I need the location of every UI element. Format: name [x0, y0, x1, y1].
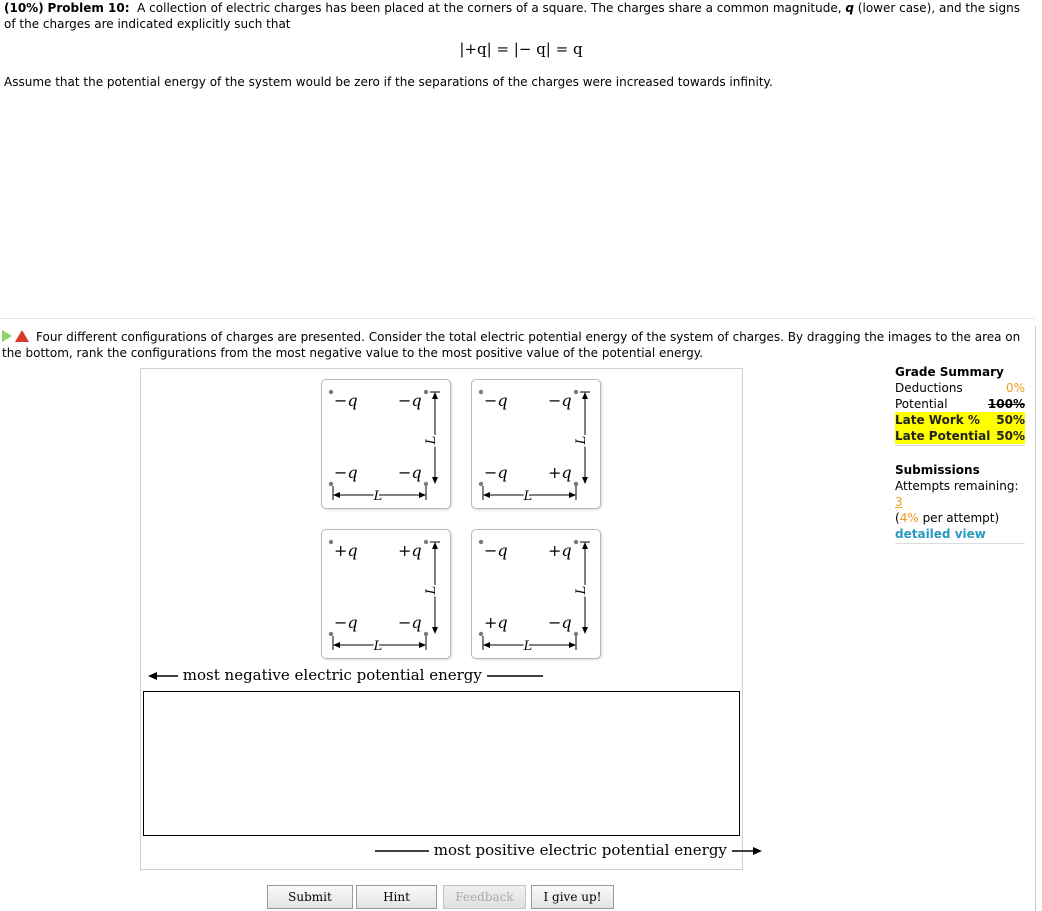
- ranking-drop-area[interactable]: [143, 691, 740, 836]
- side-length-label: L: [424, 435, 439, 445]
- arrow-left-icon: [483, 642, 490, 648]
- charge-dot: [424, 482, 428, 486]
- late-work-row: [895, 412, 1025, 428]
- positive-line: [375, 846, 429, 856]
- side-length-label: L: [574, 585, 589, 595]
- play-icon[interactable]: [2, 330, 12, 342]
- most-positive-text: most positive electric potential energy: [433, 841, 727, 859]
- charge-dot: [479, 390, 483, 394]
- problem-label: Problem 10:: [47, 1, 130, 15]
- arrow-left-icon: [483, 492, 490, 498]
- most-positive-label: [375, 841, 762, 859]
- deductions-label: Deductions: [895, 381, 963, 395]
- submit-button[interactable]: Submit: [267, 885, 353, 909]
- charge-label-top-left: −q: [484, 541, 508, 560]
- configuration-card-2[interactable]: [471, 379, 601, 509]
- charge-label-bottom-right: −q: [548, 613, 572, 632]
- bottom-length-label: L: [523, 489, 533, 504]
- charge-dot: [424, 540, 428, 544]
- per-attempt-text: per attempt): [922, 511, 1000, 525]
- arrow-up-icon: [582, 392, 588, 399]
- charge-dot: [424, 390, 428, 394]
- left-arrow-icon: [148, 671, 178, 681]
- charge-dot: [479, 482, 483, 486]
- attempts-value: 3: [895, 495, 903, 509]
- assumption-text: Assume that the potential energy of the system would be zero if the separations of the charges were increased towards infinity.: [4, 75, 773, 89]
- give-up-button[interactable]: I give up!: [531, 885, 614, 909]
- charge-dot: [329, 540, 333, 544]
- question-text: Four different configurations of charges are presented. Consider the total electric potential energy of the system of charges. By dragging the images to the area on the bottom, rank the configurations from the most negative value to the most positive value of the potential energy.: [2, 330, 1021, 360]
- ranking-panel: [140, 368, 743, 870]
- magnitude-equation: |+q| = |− q| = q: [459, 40, 583, 58]
- most-negative-text: most negative electric potential energy: [182, 666, 482, 684]
- detailed-view-link[interactable]: detailed view: [895, 527, 986, 541]
- late-potential-value: 50%: [996, 429, 1025, 443]
- arrow-right-icon: [419, 642, 426, 648]
- per-attempt-pct: 4%: [899, 511, 919, 525]
- bottom-length-label: L: [373, 639, 383, 654]
- charge-dot: [329, 482, 333, 486]
- charge-label-top-right: −q: [398, 391, 422, 410]
- arrow-down-icon: [432, 477, 438, 484]
- configuration-card-1[interactable]: [321, 379, 451, 509]
- charge-dot: [424, 632, 428, 636]
- arrow-left-icon: [333, 642, 340, 648]
- submissions-divider: [895, 543, 1025, 544]
- potential-row: [895, 396, 1025, 412]
- deductions-value: 0%: [1005, 381, 1025, 395]
- arrow-down-icon: [582, 477, 588, 484]
- problem-percent: (10%): [4, 1, 44, 15]
- side-length-label: L: [574, 435, 589, 445]
- bottom-length-label: L: [523, 639, 533, 654]
- charge-dot: [574, 482, 578, 486]
- charge-label-top-right: +q: [398, 541, 422, 560]
- charge-label-bottom-left: −q: [484, 463, 508, 482]
- late-potential-label: Late Potential: [895, 429, 991, 443]
- section-divider: [0, 318, 1035, 319]
- charge-label-top-right: −q: [548, 391, 572, 410]
- potential-value: 100%: [987, 397, 1025, 411]
- arrow-down-icon: [582, 627, 588, 634]
- attempts-label: Attempts remaining:: [895, 479, 1019, 493]
- charge-dot: [574, 632, 578, 636]
- warning-icon: [15, 330, 29, 342]
- most-negative-label: [148, 666, 543, 684]
- charge-label-top-right: +q: [548, 541, 572, 560]
- deductions-row: [895, 380, 1025, 396]
- arrow-up-icon: [582, 542, 588, 549]
- charge-label-bottom-right: +q: [548, 463, 572, 482]
- charge-label-top-left: +q: [334, 541, 358, 560]
- arrow-right-icon: [569, 492, 576, 498]
- potential-label: Potential: [895, 397, 948, 411]
- configuration-card-3[interactable]: [321, 529, 451, 659]
- charge-dot: [574, 390, 578, 394]
- per-attempt-open: (: [895, 511, 900, 525]
- side-length-label: L: [424, 585, 439, 595]
- charge-dot: [479, 632, 483, 636]
- hint-button[interactable]: Hint: [356, 885, 437, 909]
- attempts-row: [895, 478, 1025, 510]
- arrow-left-icon: [333, 492, 340, 498]
- charge-label-bottom-right: −q: [398, 463, 422, 482]
- grade-summary: [895, 364, 1025, 544]
- late-potential-row: [895, 428, 1025, 444]
- late-work-label: Late Work %: [895, 413, 980, 427]
- right-arrow-icon: [732, 846, 762, 856]
- charge-dot: [329, 390, 333, 394]
- negative-line: [487, 671, 543, 681]
- q-symbol: q: [845, 1, 854, 15]
- question-header: [2, 329, 1032, 361]
- charge-label-bottom-right: −q: [398, 613, 422, 632]
- arrow-right-icon: [419, 492, 426, 498]
- arrow-up-icon: [432, 392, 438, 399]
- arrow-up-icon: [432, 542, 438, 549]
- arrow-down-icon: [432, 627, 438, 634]
- right-border: [1035, 326, 1036, 911]
- charge-label-bottom-left: −q: [334, 463, 358, 482]
- charge-dot: [479, 540, 483, 544]
- configuration-card-4[interactable]: [471, 529, 601, 659]
- late-work-value: 50%: [996, 413, 1025, 427]
- submissions-title: Submissions: [895, 463, 980, 477]
- problem-text-a: A collection of electric charges has been placed at the corners of a square. The charges share a common magnitude,: [137, 1, 842, 15]
- charge-label-top-left: −q: [334, 391, 358, 410]
- charge-dot: [329, 632, 333, 636]
- charge-dot: [574, 540, 578, 544]
- charge-label-bottom-left: +q: [484, 613, 508, 632]
- arrow-right-icon: [569, 642, 576, 648]
- problem-statement: [4, 0, 1034, 32]
- per-attempt-row: [895, 510, 1025, 526]
- feedback-button: Feedback: [443, 885, 526, 909]
- charge-label-top-left: −q: [484, 391, 508, 410]
- bottom-length-label: L: [373, 489, 383, 504]
- grade-summary-title: Grade Summary: [895, 365, 1004, 379]
- problem-text-b: (lower case), and the signs of the charges are indicated explicitly such that: [4, 1, 1020, 31]
- charge-label-bottom-left: −q: [334, 613, 358, 632]
